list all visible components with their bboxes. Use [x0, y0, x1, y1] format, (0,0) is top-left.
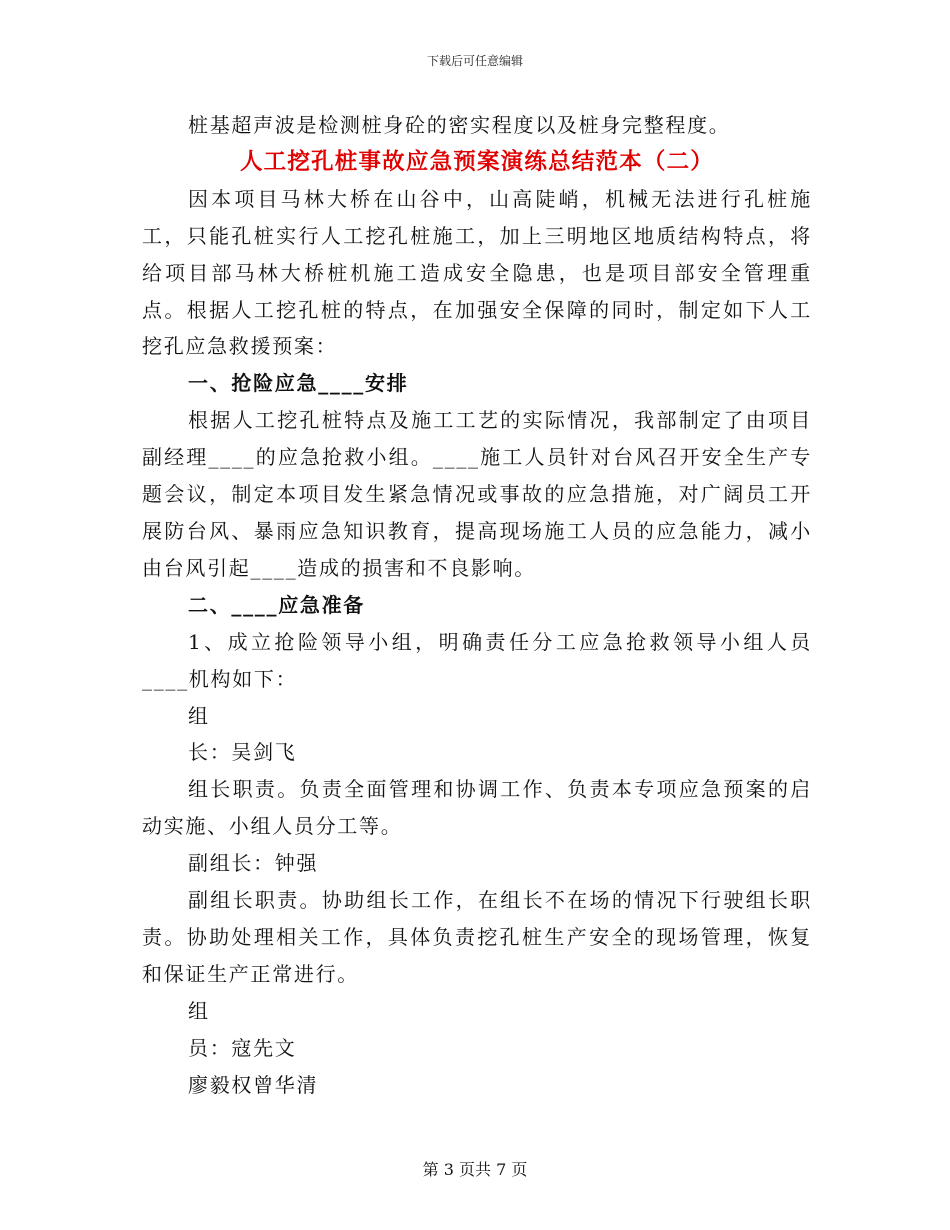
deputy-leader-duties: 副组长职责。协助组长工作，在组长不在场的情况下行驶组长职责。协助处理相关工作，具体负责挖孔桩生产安全的现场管理，恢复和保证生产正常进行。	[142, 888, 812, 986]
paragraph-item-1: 1、成立抢险领导小组，明确责任分工应急抢救领导小组人员____机构如下：	[142, 629, 812, 691]
paragraph-intro: 桩基超声波是检测桩身砼的密实程度以及桩身完整程度。	[188, 113, 731, 137]
member-names-more: 廖毅权曾华清	[188, 1072, 319, 1097]
page-number: 第 3 页共 7 页	[422, 1160, 528, 1179]
section-heading-1: 一、抢险应急____安排	[188, 371, 409, 396]
document-title: 人工挖孔桩事故应急预案演练总结范本（二）	[239, 148, 714, 175]
page-header: 下载后可任意编辑	[426, 54, 523, 68]
leader-name: 长：吴剑飞	[188, 740, 297, 765]
section-heading-2: 二、____应急准备	[188, 592, 365, 617]
member-name: 员：寇先文	[188, 1035, 297, 1060]
leader-duties: 组长职责。负责全面管理和协调工作、负责本专项应急预案的启动实施、小组人员分工等。	[142, 777, 812, 839]
deputy-leader-name: 副组长：钟强	[188, 851, 319, 876]
group-label-leader: 组	[188, 703, 210, 728]
group-label-members: 组	[188, 998, 210, 1023]
document-body	[142, 107, 812, 1103]
paragraph-background: 因本项目马林大桥在山谷中，山高陡峭，机械无法进行孔桩施工，只能孔桩实行人工挖孔桩施工，加上三明地区地质结构特点，将给项目部马林大桥桩机施工造成安全隐患，也是项目部安全管理重点。根据人工挖孔桩的特点，在加强安全保障的同时，制定如下人工挖孔应急救援预案：	[142, 186, 812, 359]
paragraph-section-1: 根据人工挖孔桩特点及施工工艺的实际情况，我部制定了由项目副经理____的应急抢救小组。____施工人员针对台风召开安全生产专题会议，制定本项目发生紧急情况或事故的应急措施，对广阔员工开展防台风、暴雨应急知识教育，提高现场施工人员的应急能力，减小由台风引起____造成的损害和不良影响。	[142, 408, 812, 580]
